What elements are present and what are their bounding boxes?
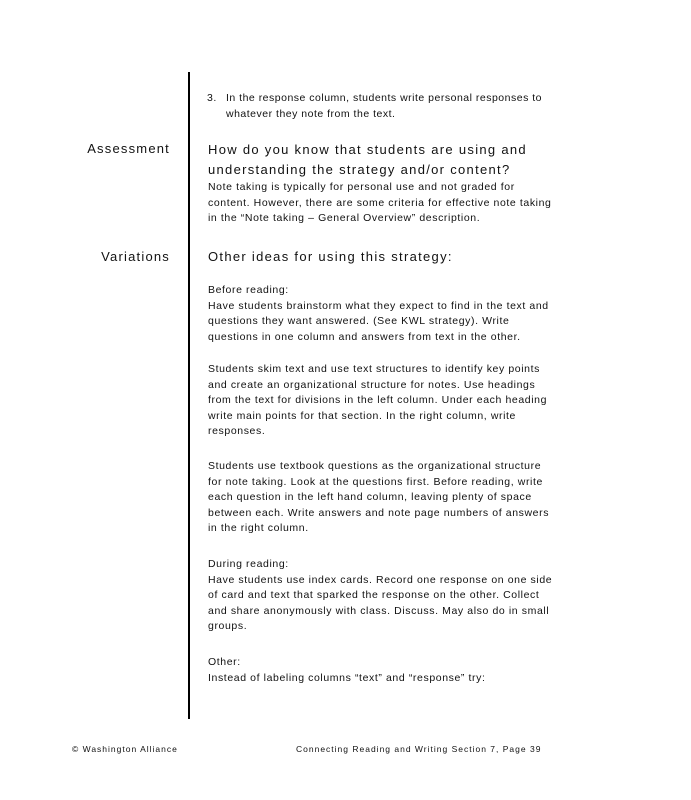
before-reading-heading: Before reading:: [208, 284, 289, 296]
other-paragraph: Instead of labeling columns “text” and “response” try:: [208, 671, 486, 684]
during-reading-heading: During reading:: [208, 558, 289, 570]
before-reading-paragraph-2-block: [208, 362, 553, 440]
step-text: In the response column, students write personal responses to whatever they note from the text.: [226, 92, 542, 120]
during-reading-block: [208, 557, 553, 635]
other-block: [208, 655, 553, 686]
step-number: 3.: [207, 92, 217, 104]
variations-section: [208, 247, 553, 267]
before-reading-block: [208, 283, 553, 345]
assessment-body: Note taking is typically for personal use and not graded for content. However, there are some criteria for effective note taking in the “Note taking – General Overview” description.: [208, 181, 552, 225]
assessment-question: How do you know that students are using and understanding the strategy and/or content?: [208, 142, 527, 177]
variations-intro: Other ideas for using this strategy:: [208, 249, 453, 264]
footer-copyright: © Washington Alliance: [72, 744, 178, 754]
before-reading-paragraph-3: Students use textbook questions as the organizational structure for note taking. Look at the questions first. Before reading, write each question in the left hand column, leaving plenty of space between each. Write answers and note page numbers of answers in the right column.: [208, 460, 550, 535]
before-reading-paragraph-3-block: [208, 459, 553, 537]
before-reading-paragraph-2: Students skim text and use text structures to identify key points and create an organizational structure for notes. Use headings from the text for divisions in the left column. Under each heading write main points for that section. In the right column, write responses.: [208, 363, 548, 438]
numbered-step: [207, 91, 557, 122]
vertical-divider: [188, 72, 190, 719]
footer-page-info: Connecting Reading and Writing Section 7, Page 39: [296, 744, 542, 754]
during-reading-paragraph: Have students use index cards. Record one response on one side of card and text that sparked the response on the other. Collect and share anonymously with class. Discuss. May also do in small groups.: [208, 573, 553, 633]
variations-label: Variations: [101, 249, 170, 264]
assessment-label: Assessment: [87, 141, 170, 156]
before-reading-paragraph-1: Have students brainstorm what they expect to find in the text and questions they want answered. (See KWL strategy). Write questions in one column and answers from text in the other.: [208, 299, 549, 343]
other-heading: Other:: [208, 656, 241, 668]
assessment-section: [208, 140, 553, 227]
